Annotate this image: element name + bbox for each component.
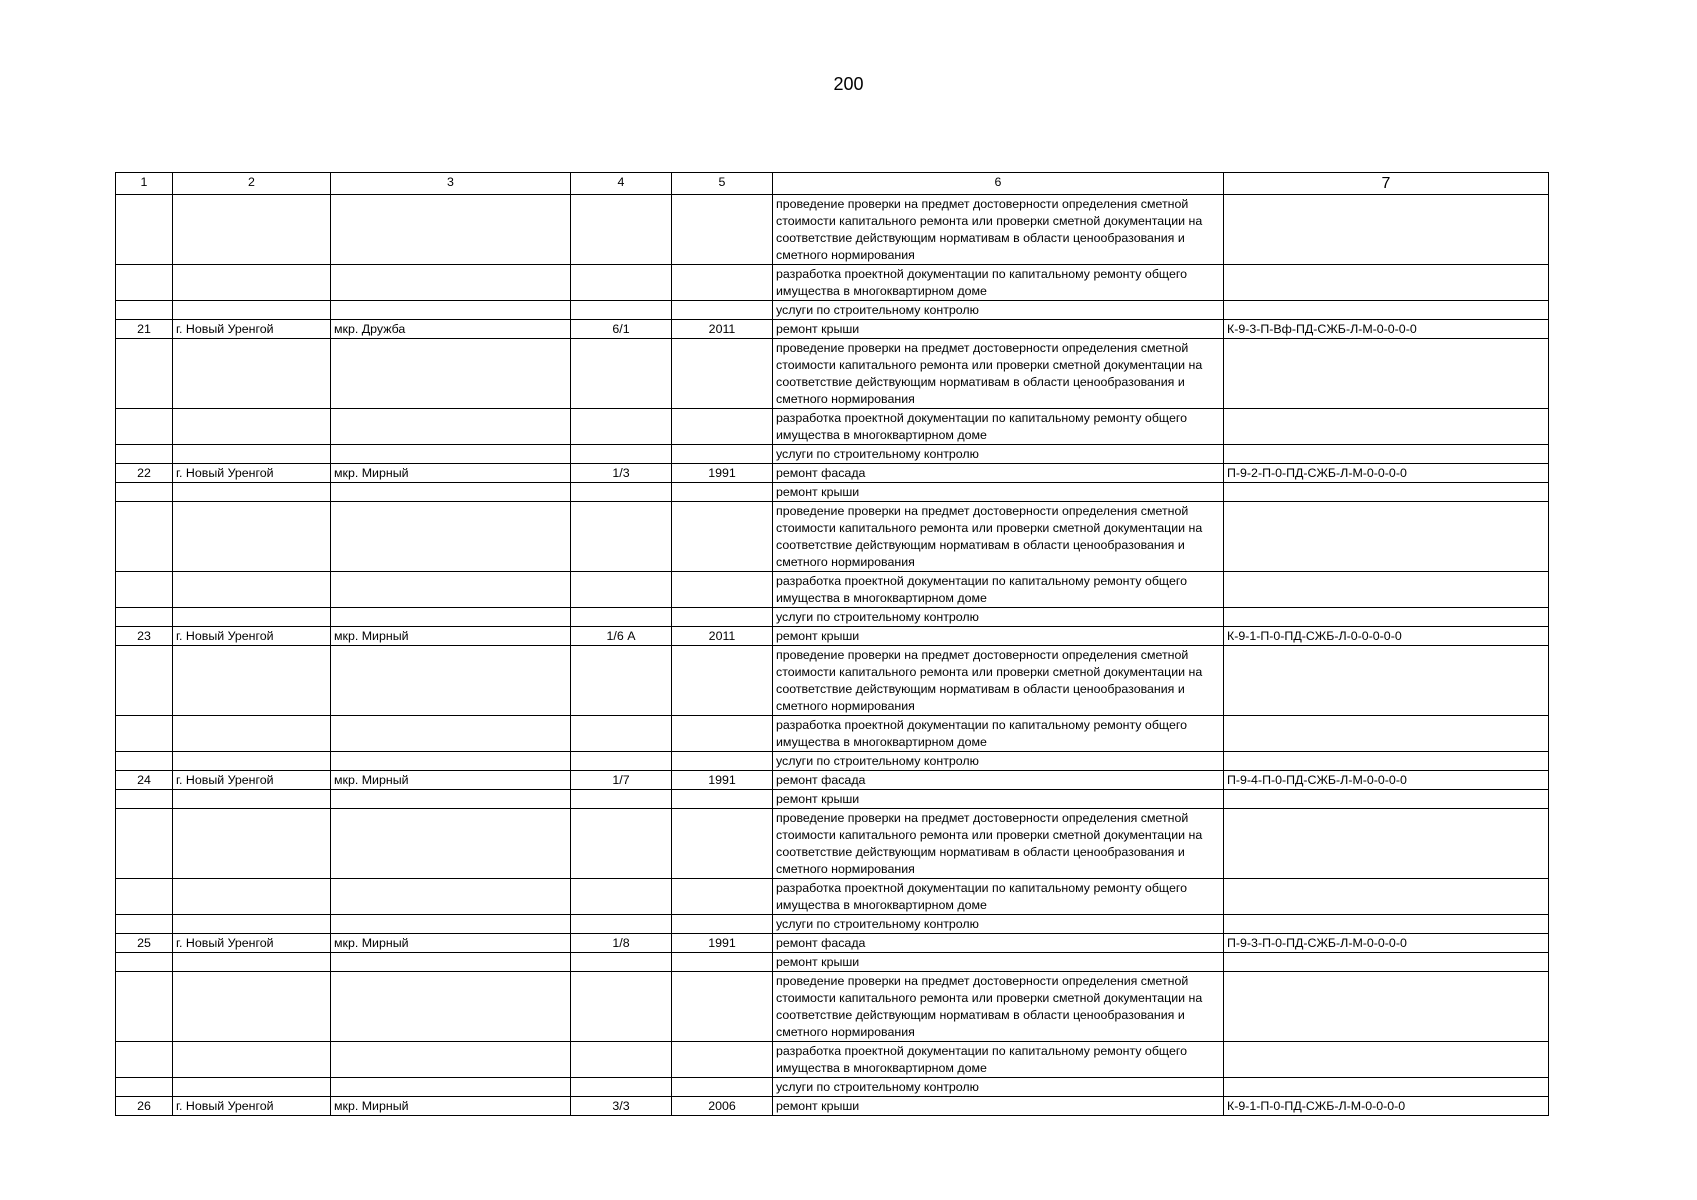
cell-year xyxy=(672,879,773,915)
cell-city xyxy=(173,1078,331,1097)
page-number: 200 xyxy=(833,74,864,94)
cell-city xyxy=(173,972,331,1042)
table-row xyxy=(116,502,1549,572)
cell-city xyxy=(173,572,331,608)
cell-number xyxy=(116,483,173,502)
cell-year xyxy=(672,953,773,972)
table-row xyxy=(116,572,1549,608)
cell-code xyxy=(1224,301,1549,320)
table-row xyxy=(116,608,1549,627)
cell-code xyxy=(1224,339,1549,409)
table-row xyxy=(116,716,1549,752)
cell-house: 1/8 xyxy=(571,934,672,953)
cell-year xyxy=(672,502,773,572)
cell-house xyxy=(571,953,672,972)
cell-house xyxy=(571,790,672,809)
cell-street: мкр. Мирный xyxy=(331,771,571,790)
cell-city xyxy=(173,809,331,879)
cell-year xyxy=(672,790,773,809)
table-row xyxy=(116,195,1549,265)
column-header: 7 xyxy=(1224,173,1549,195)
cell-city xyxy=(173,339,331,409)
cell-house xyxy=(571,409,672,445)
cell-code xyxy=(1224,953,1549,972)
cell-number: 23 xyxy=(116,627,173,646)
cell-house xyxy=(571,1078,672,1097)
cell-year xyxy=(672,1042,773,1078)
cell-house xyxy=(571,646,672,716)
cell-code xyxy=(1224,409,1549,445)
cell-year: 2006 xyxy=(672,1097,773,1116)
table-row xyxy=(116,483,1549,502)
table-row xyxy=(116,972,1549,1042)
cell-street xyxy=(331,195,571,265)
cell-work-type: услуги по строительному контролю xyxy=(773,608,1224,627)
cell-street xyxy=(331,265,571,301)
cell-number xyxy=(116,646,173,716)
cell-code xyxy=(1224,915,1549,934)
cell-work-type: разработка проектной документации по капитальному ремонту общего имущества в многоквартирном доме xyxy=(773,716,1224,752)
table-row xyxy=(116,915,1549,934)
cell-city xyxy=(173,608,331,627)
cell-work-type: разработка проектной документации по капитальному ремонту общего имущества в многоквартирном доме xyxy=(773,265,1224,301)
cell-code: П-9-4-П-0-ПД-СЖБ-Л-М-0-0-0-0 xyxy=(1224,771,1549,790)
cell-number xyxy=(116,445,173,464)
cell-number xyxy=(116,953,173,972)
table-row xyxy=(116,301,1549,320)
works-table xyxy=(115,172,1549,1116)
cell-year xyxy=(672,301,773,320)
cell-number xyxy=(116,809,173,879)
cell-year xyxy=(672,1078,773,1097)
cell-work-type: услуги по строительному контролю xyxy=(773,1078,1224,1097)
cell-year xyxy=(672,409,773,445)
cell-number xyxy=(116,879,173,915)
cell-street xyxy=(331,445,571,464)
cell-work-type: разработка проектной документации по капитальному ремонту общего имущества в многоквартирном доме xyxy=(773,879,1224,915)
cell-city xyxy=(173,953,331,972)
cell-street: мкр. Дружба xyxy=(331,320,571,339)
cell-code xyxy=(1224,809,1549,879)
table-row xyxy=(116,339,1549,409)
cell-city xyxy=(173,195,331,265)
cell-code: П-9-3-П-0-ПД-СЖБ-Л-М-0-0-0-0 xyxy=(1224,934,1549,953)
table-header-row xyxy=(116,173,1549,195)
cell-code xyxy=(1224,195,1549,265)
table-row xyxy=(116,627,1549,646)
cell-city: г. Новый Уренгой xyxy=(173,934,331,953)
cell-city xyxy=(173,409,331,445)
table-row xyxy=(116,409,1549,445)
cell-work-type: проведение проверки на предмет достоверности определения сметной стоимости капитального ремонта или проверки сметной документации на соответствие действующим нормативам в области ценообразования и сметного нормирования xyxy=(773,195,1224,265)
cell-year xyxy=(672,972,773,1042)
cell-city: г. Новый Уренгой xyxy=(173,1097,331,1116)
cell-work-type: ремонт крыши xyxy=(773,627,1224,646)
cell-year: 2011 xyxy=(672,627,773,646)
cell-number xyxy=(116,502,173,572)
cell-number xyxy=(116,265,173,301)
column-header: 4 xyxy=(571,173,672,195)
cell-year xyxy=(672,339,773,409)
cell-number xyxy=(116,572,173,608)
cell-house xyxy=(571,195,672,265)
cell-number xyxy=(116,915,173,934)
cell-number: 25 xyxy=(116,934,173,953)
cell-year xyxy=(672,483,773,502)
table-row xyxy=(116,1042,1549,1078)
cell-year xyxy=(672,445,773,464)
cell-street xyxy=(331,483,571,502)
cell-code xyxy=(1224,1078,1549,1097)
cell-house: 6/1 xyxy=(571,320,672,339)
cell-work-type: проведение проверки на предмет достоверности определения сметной стоимости капитального ремонта или проверки сметной документации на соответствие действующим нормативам в области ценообразования и сметного нормирования xyxy=(773,502,1224,572)
cell-house xyxy=(571,445,672,464)
cell-number xyxy=(116,1042,173,1078)
cell-city xyxy=(173,445,331,464)
cell-house: 1/6 А xyxy=(571,627,672,646)
table-row xyxy=(116,1097,1549,1116)
cell-work-type: услуги по строительному контролю xyxy=(773,301,1224,320)
cell-house xyxy=(571,1042,672,1078)
table-row xyxy=(116,445,1549,464)
cell-house: 3/3 xyxy=(571,1097,672,1116)
cell-number xyxy=(116,409,173,445)
column-header: 5 xyxy=(672,173,773,195)
cell-street xyxy=(331,339,571,409)
cell-city xyxy=(173,301,331,320)
cell-street xyxy=(331,953,571,972)
table-row xyxy=(116,464,1549,483)
cell-number: 21 xyxy=(116,320,173,339)
cell-year xyxy=(672,195,773,265)
cell-street xyxy=(331,301,571,320)
cell-code: К-9-3-П-Вф-ПД-СЖБ-Л-М-0-0-0-0 xyxy=(1224,320,1549,339)
cell-work-type: ремонт фасада xyxy=(773,771,1224,790)
cell-number: 24 xyxy=(116,771,173,790)
cell-house xyxy=(571,301,672,320)
cell-house xyxy=(571,752,672,771)
table-row xyxy=(116,934,1549,953)
cell-street xyxy=(331,752,571,771)
column-header: 2 xyxy=(173,173,331,195)
cell-year: 1991 xyxy=(672,771,773,790)
table-row xyxy=(116,953,1549,972)
cell-city xyxy=(173,879,331,915)
cell-number xyxy=(116,1078,173,1097)
cell-city xyxy=(173,1042,331,1078)
cell-house xyxy=(571,809,672,879)
cell-year xyxy=(672,608,773,627)
cell-number xyxy=(116,608,173,627)
cell-work-type: ремонт крыши xyxy=(773,1097,1224,1116)
column-header: 3 xyxy=(331,173,571,195)
cell-work-type: ремонт фасада xyxy=(773,464,1224,483)
cell-code xyxy=(1224,483,1549,502)
cell-code xyxy=(1224,502,1549,572)
cell-year xyxy=(672,265,773,301)
cell-year: 1991 xyxy=(672,464,773,483)
cell-house xyxy=(571,716,672,752)
cell-work-type: проведение проверки на предмет достоверности определения сметной стоимости капитального ремонта или проверки сметной документации на соответствие действующим нормативам в области ценообразования и сметного нормирования xyxy=(773,809,1224,879)
cell-house xyxy=(571,572,672,608)
cell-city: г. Новый Уренгой xyxy=(173,771,331,790)
cell-year xyxy=(672,716,773,752)
cell-code xyxy=(1224,716,1549,752)
table-row xyxy=(116,752,1549,771)
table-row xyxy=(116,879,1549,915)
column-header: 1 xyxy=(116,173,173,195)
cell-code: П-9-2-П-0-ПД-СЖБ-Л-М-0-0-0-0 xyxy=(1224,464,1549,483)
cell-street xyxy=(331,1078,571,1097)
cell-street xyxy=(331,502,571,572)
cell-work-type: разработка проектной документации по капитальному ремонту общего имущества в многоквартирном доме xyxy=(773,572,1224,608)
cell-number xyxy=(116,972,173,1042)
cell-year xyxy=(672,809,773,879)
cell-city xyxy=(173,646,331,716)
cell-year xyxy=(672,572,773,608)
cell-number xyxy=(116,301,173,320)
cell-house xyxy=(571,972,672,1042)
cell-house: 1/7 xyxy=(571,771,672,790)
cell-street xyxy=(331,809,571,879)
cell-house xyxy=(571,879,672,915)
cell-street xyxy=(331,608,571,627)
cell-street xyxy=(331,879,571,915)
cell-work-type: услуги по строительному контролю xyxy=(773,752,1224,771)
cell-street xyxy=(331,972,571,1042)
cell-street xyxy=(331,1042,571,1078)
table-row xyxy=(116,809,1549,879)
cell-street xyxy=(331,409,571,445)
cell-city xyxy=(173,716,331,752)
cell-house xyxy=(571,915,672,934)
cell-year: 1991 xyxy=(672,934,773,953)
cell-city: г. Новый Уренгой xyxy=(173,627,331,646)
cell-work-type: услуги по строительному контролю xyxy=(773,915,1224,934)
cell-work-type: проведение проверки на предмет достоверности определения сметной стоимости капитального ремонта или проверки сметной документации на соответствие действующим нормативам в области ценообразования и сметного нормирования xyxy=(773,339,1224,409)
cell-code xyxy=(1224,646,1549,716)
cell-work-type: ремонт крыши xyxy=(773,483,1224,502)
cell-house xyxy=(571,483,672,502)
cell-year xyxy=(672,752,773,771)
table-row xyxy=(116,265,1549,301)
table-row xyxy=(116,320,1549,339)
cell-work-type: разработка проектной документации по капитальному ремонту общего имущества в многоквартирном доме xyxy=(773,409,1224,445)
cell-house xyxy=(571,339,672,409)
cell-number xyxy=(116,339,173,409)
table-row xyxy=(116,771,1549,790)
cell-city xyxy=(173,483,331,502)
table-row xyxy=(116,790,1549,809)
cell-code xyxy=(1224,445,1549,464)
cell-city xyxy=(173,752,331,771)
cell-number: 22 xyxy=(116,464,173,483)
table-body xyxy=(116,173,1549,1116)
cell-street: мкр. Мирный xyxy=(331,464,571,483)
cell-street xyxy=(331,716,571,752)
cell-city: г. Новый Уренгой xyxy=(173,464,331,483)
cell-code xyxy=(1224,1042,1549,1078)
cell-code xyxy=(1224,790,1549,809)
cell-code xyxy=(1224,572,1549,608)
cell-code xyxy=(1224,752,1549,771)
cell-code xyxy=(1224,879,1549,915)
cell-work-type: разработка проектной документации по капитальному ремонту общего имущества в многоквартирном доме xyxy=(773,1042,1224,1078)
cell-house xyxy=(571,502,672,572)
cell-house xyxy=(571,265,672,301)
cell-street xyxy=(331,572,571,608)
cell-number xyxy=(116,716,173,752)
cell-street: мкр. Мирный xyxy=(331,627,571,646)
cell-number xyxy=(116,790,173,809)
cell-code xyxy=(1224,972,1549,1042)
cell-city xyxy=(173,790,331,809)
cell-city xyxy=(173,502,331,572)
cell-city xyxy=(173,265,331,301)
cell-street: мкр. Мирный xyxy=(331,934,571,953)
cell-year: 2011 xyxy=(672,320,773,339)
cell-year xyxy=(672,915,773,934)
cell-work-type: проведение проверки на предмет достоверности определения сметной стоимости капитального ремонта или проверки сметной документации на соответствие действующим нормативам в области ценообразования и сметного нормирования xyxy=(773,646,1224,716)
cell-street xyxy=(331,646,571,716)
cell-number xyxy=(116,752,173,771)
cell-street: мкр. Мирный xyxy=(331,1097,571,1116)
cell-house xyxy=(571,608,672,627)
cell-work-type: услуги по строительному контролю xyxy=(773,445,1224,464)
cell-code: К-9-1-П-0-ПД-СЖБ-Л-0-0-0-0-0 xyxy=(1224,627,1549,646)
cell-number: 26 xyxy=(116,1097,173,1116)
cell-house: 1/3 xyxy=(571,464,672,483)
cell-code xyxy=(1224,608,1549,627)
cell-street xyxy=(331,915,571,934)
column-header: 6 xyxy=(773,173,1224,195)
table-row xyxy=(116,1078,1549,1097)
cell-work-type: ремонт крыши xyxy=(773,953,1224,972)
cell-street xyxy=(331,790,571,809)
cell-city: г. Новый Уренгой xyxy=(173,320,331,339)
cell-work-type: ремонт крыши xyxy=(773,790,1224,809)
cell-work-type: проведение проверки на предмет достоверности определения сметной стоимости капитального ремонта или проверки сметной документации на соответствие действующим нормативам в области ценообразования и сметного нормирования xyxy=(773,972,1224,1042)
cell-work-type: ремонт фасада xyxy=(773,934,1224,953)
cell-code xyxy=(1224,265,1549,301)
cell-city xyxy=(173,915,331,934)
cell-number xyxy=(116,195,173,265)
table-row xyxy=(116,646,1549,716)
cell-code: К-9-1-П-0-ПД-СЖБ-Л-М-0-0-0-0 xyxy=(1224,1097,1549,1116)
cell-work-type: ремонт крыши xyxy=(773,320,1224,339)
cell-year xyxy=(672,646,773,716)
